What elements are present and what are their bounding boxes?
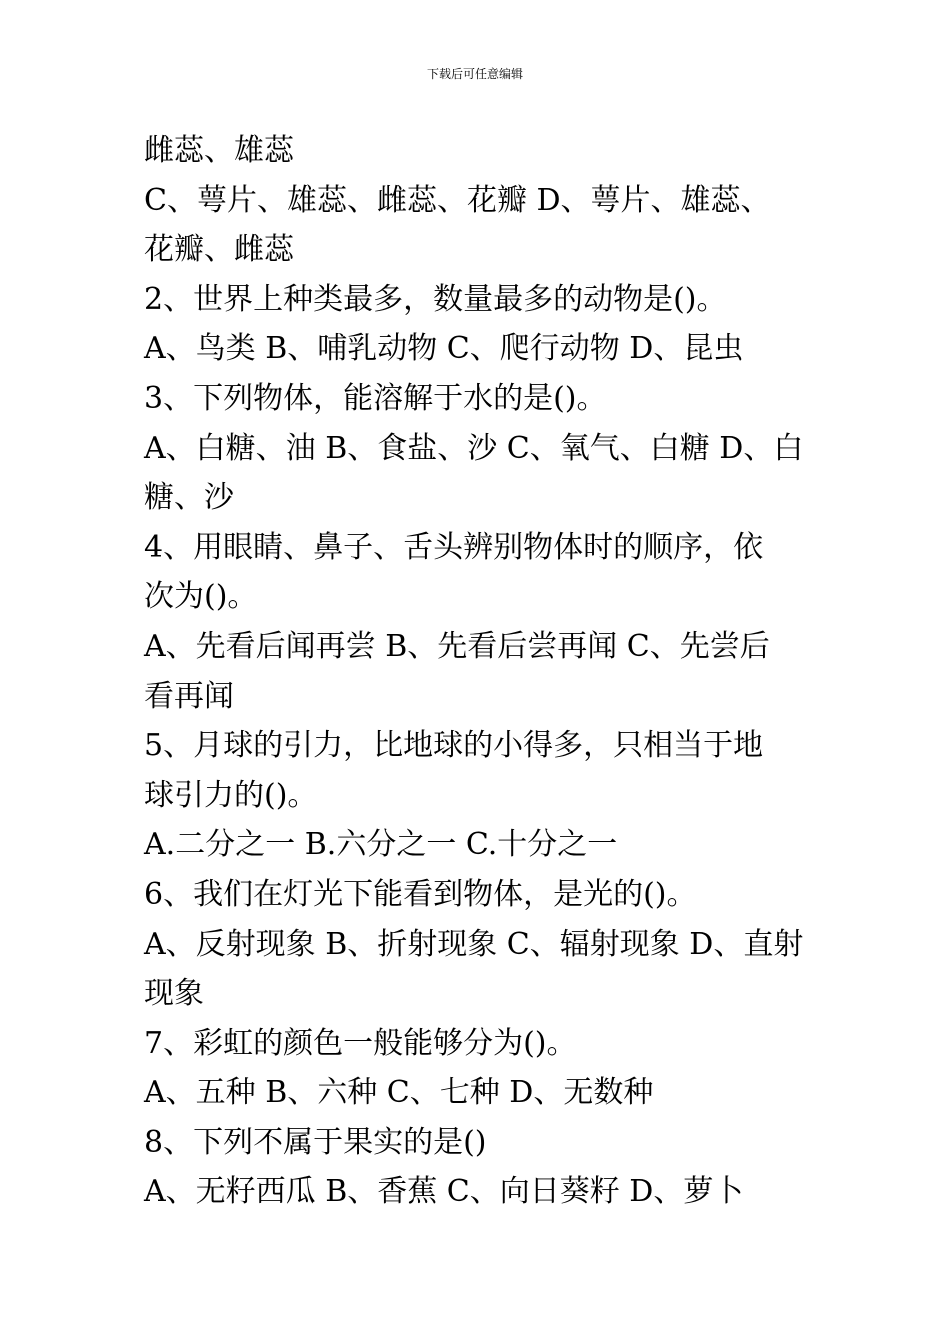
text-line-1: 雌蕊、雄蕊 [144,133,294,168]
question-5-options: A.二分之一 B.六分之一 C.十分之一 [144,827,618,863]
question-7: 7、彩虹的颜色一般能够分为()。 [144,1025,577,1061]
question-4-options-cont: 看再闻 [144,678,234,714]
question-5-cont: 球引力的()。 [144,777,318,813]
question-4-options: A、先看后闻再尝 B、先看后尝再闻 C、先尝后 [144,628,770,664]
question-4: 4、用眼睛、鼻子、舌头辨别物体时的顺序，依 [144,529,764,565]
text-line-2: C、萼片、雄蕊、雌蕊、花瓣 D、萼片、雄蕊、 [144,182,771,218]
question-3-options: A、白糖、油 B、食盐、沙 C、氧气、白糖 D、白 [144,430,804,466]
question-2: 2、世界上种类最多，数量最多的动物是()。 [144,281,727,317]
question-6: 6、我们在灯光下能看到物体，是光的()。 [144,876,697,912]
question-5: 5、月球的引力，比地球的小得多，只相当于地 [144,728,764,764]
question-6-options-cont: 现象 [144,976,204,1012]
question-2-options: A、鸟类 B、哺乳动物 C、爬行动物 D、昆虫 [144,331,744,367]
question-4-cont: 次为()。 [144,579,258,615]
question-7-options: A、五种 B、六种 C、七种 D、无数种 [144,1075,654,1111]
question-8: 8、下列不属于果实的是() [144,1124,487,1160]
document-body [144,126,816,1217]
question-3-options-cont: 糖、沙 [144,480,234,516]
question-8-options: A、无籽西瓜 B、香蕉 C、向日葵籽 D、萝卜 [144,1174,744,1210]
page-header: 下载后可任意编辑 [426,67,523,81]
question-3: 3、下列物体，能溶解于水的是()。 [144,380,607,416]
question-6-options: A、反射现象 B、折射现象 C、辐射现象 D、直射 [144,926,804,962]
text-line-3: 花瓣、雌蕊 [144,232,294,268]
